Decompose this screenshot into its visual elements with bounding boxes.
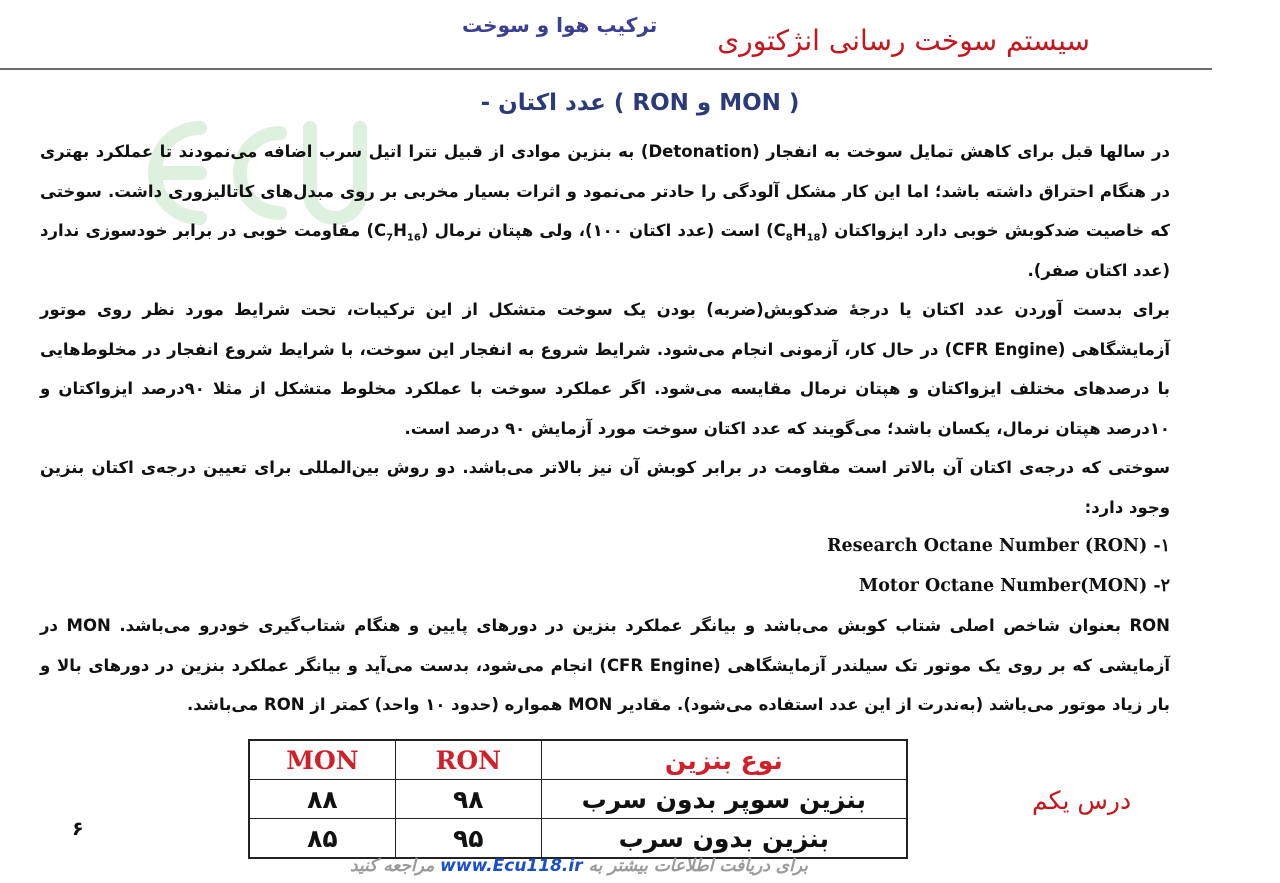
paragraph-1: در سالها قبل برای کاهش تمایل سوخت به انفجار (Detonation) به بنزین موادی از قبیل تترا اتیل سرب اضافه می‌نمودند تا عملکرد بهتری در هنگام احتراق داشته باشد؛ اما این کار مشکل آلودگی را حادتر می‌نمود و اثرات بسیار مخربی بر روی مبدل‌های کاتالیزوری داشت. سوختی که خاصیت ضدکوبش خوبی دارد ایزواکتان $(C_8H_{18})$ است (عدد اکتان ۱۰۰)، ولی هپتان نرمال $(C_7H_{16})$ مقاومت خوبی در برابر خودسوزی ندارد (عدد اکتان صفر).	[40, 142, 1170, 280]
list-item-ron: Research Octane Number (RON) -۱	[827, 536, 1170, 556]
header-fuel-type: نوع بنزین	[541, 740, 907, 780]
paragraph-1-part-a: در سالها قبل برای کاهش تمایل سوخت به انفجار (Detonation) به بنزین موادی از قبیل تترا اتیل سرب اضافه می‌نمودند تا عملکرد بهتری در هنگام احتراق داشته باشد؛ اما این کار مشکل آلودگی را حادتر می‌نمود و اثرات بسیار مخربی بر روی مبدل‌های کاتالیزوری داشت. سوختی که خاصیت ضدکوبش خوبی دارد ایزواکتان	[40, 142, 1170, 240]
octane-table	[248, 739, 908, 859]
lesson-label: درس یکم	[1032, 786, 1132, 815]
footer-note	[350, 856, 808, 876]
body-text	[40, 132, 1170, 725]
paragraph-2: برای بدست آوردن عدد اکتان یا درجهٔ ضدکوبش(ضربه) بودن یک سوخت متشکل از این ترکیبات، تحت شرایط مورد نظر روی موتور آزمایشگاهی (CFR Engine) در حال کار، آزمونی انجام می‌شود. شرایط شروع به انفجار این سوخت، با شرایط شروع انفجار در مخلوط‌هایی با درصدهای مختلف ایزواکتان و هپتان نرمال مقایسه می‌شود. اگر عملکرد سوخت با عملکرد مخلوط متشکل از مثلا ۹۰درصد ایزواکتان و ۱۰درصد هپتان نرمال، یکسان باشد؛ می‌گویند که عدد اکتان سوخت مورد آزمایش ۹۰ درصد است.	[40, 300, 1170, 438]
formula-heptane: $C_7H_{16}$	[374, 221, 421, 244]
cell-ron: ۹۵	[395, 819, 541, 859]
header-divider	[0, 68, 1212, 70]
cell-mon: ۸۸	[249, 780, 395, 819]
paragraph-3: سوختی که درجه‌ی اکتان آن بالاتر است مقاومت در برابر کوبش آن نیز بالاتر می‌باشد. دو روش بین‌المللی برای تعیین درجه‌ی اکتان بنزین وجود دارد:	[40, 458, 1170, 517]
footer-url-link[interactable]: www.Ecu118.ir	[440, 856, 583, 876]
paragraph-4: RON بعنوان شاخص اصلی شتاب کوبش می‌باشد و بیانگر عملکرد بنزین در دورهای پایین و هنگام شتاب‌گیری خودرو می‌باشد. MON در آزمایشی که بر روی یک موتور تک سیلندر آزمایشگاهی (CFR Engine) انجام می‌شود، بدست می‌آید و بیانگر عملکرد بنزین در دورهای بالا و بار زیاد موتور می‌باشد (به‌ندرت از این عدد استفاده می‌شود). مقادیر MON همواره (حدود ۱۰ واحد) کمتر از RON می‌باشد.	[40, 616, 1170, 714]
page-number: ۶	[72, 818, 84, 840]
formula-isooctane: $C_8H_{18}$	[773, 221, 821, 244]
cell-mon: ۸۵	[249, 819, 395, 859]
footer-text-before: برای دریافت اطلاعات بیشتر به	[588, 856, 808, 876]
table-row	[249, 780, 907, 819]
section-title: - عدد اکتان ( RON و MON )	[480, 90, 800, 116]
paragraph-1-part-b: است (عدد اکتان ۱۰۰)، ولی هپتان نرمال	[434, 221, 760, 240]
header-ron: RON	[395, 740, 541, 780]
cell-fuel-type: بنزین سوپر بدون سرب	[541, 780, 907, 819]
paragraph-1-part-c: مقاومت خوبی در برابر خودسوزی ندارد (عدد اکتان صفر).	[40, 221, 1170, 280]
cell-fuel-type: بنزین بدون سرب	[541, 819, 907, 859]
footer-text-after: مراجعه کنید	[350, 856, 435, 876]
chapter-title: ترکیب هوا و سوخت	[462, 13, 658, 37]
cell-ron: ۹۸	[395, 780, 541, 819]
table-header-row	[249, 740, 907, 780]
list-item-mon: Motor Octane Number(MON) -۲	[858, 575, 1170, 596]
header-mon: MON	[249, 740, 395, 780]
table-row	[249, 819, 907, 859]
book-title: سیستم سوخت رسانی انژکتوری	[717, 24, 1090, 57]
